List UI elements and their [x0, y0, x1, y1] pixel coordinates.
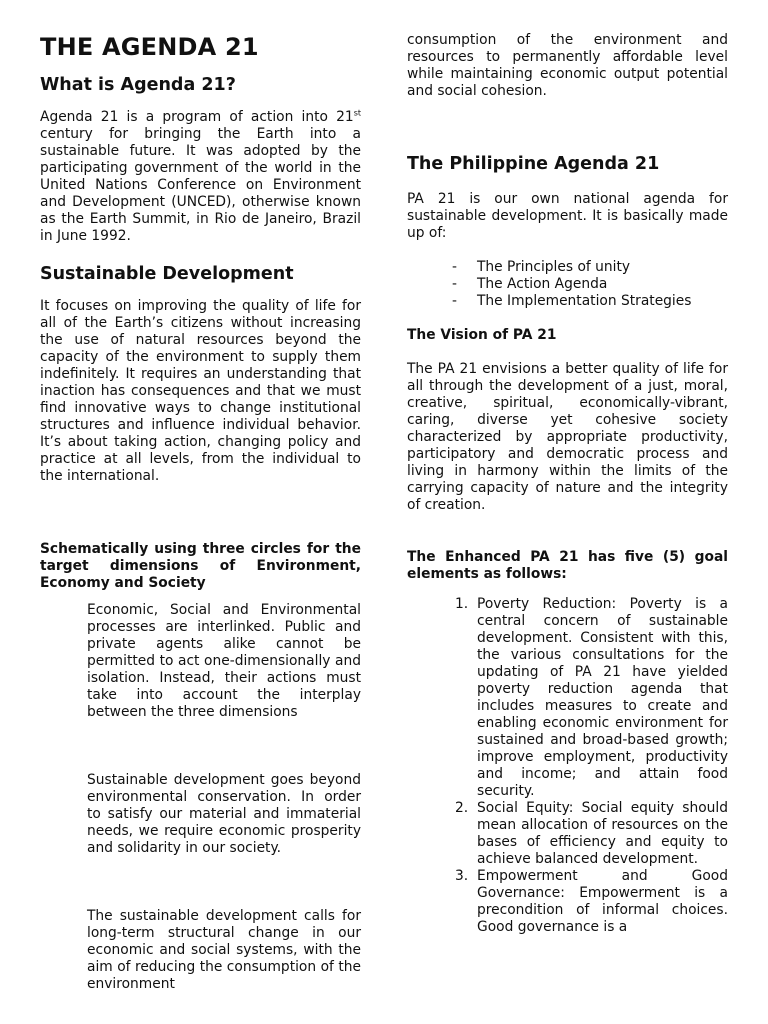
what-is-agenda-paragraph: Agenda 21 is a program of action into 21st century for bringing the Earth into a sustainable future. It was adopted by the participating government of the world in the United Nations Conference on Environment and Development (UNCED), otherwise known as the Earth Summit, in Rio de Janeiro, Brazil in June 1992.: [40, 108, 361, 244]
philippine-agenda-heading: The Philippine Agenda 21: [407, 154, 660, 174]
goals-list: [452, 596, 728, 936]
list-item: - The Implementation Strategies: [452, 293, 692, 309]
list-item: - The Principles of unity: [452, 259, 631, 275]
list-item: - The Action Agenda: [452, 276, 608, 292]
sustainable-development-paragraph: It focuses on improving the quality of life for all of the Earth’s citizens without increasing the use of natural resources beyond the capacity of the environment to supply them indefinitely. It requires an understanding that inaction has consequences and that we must find innovative ways to change institutional structures and influence individual behavior. It’s about taking action, changing policy and practice at all levels, from the individual to the international.: [40, 298, 361, 484]
structural-change-paragraph: The sustainable development calls for long-term structural change in our economic and social systems, with the aim of reducing the consumption of the environment: [87, 908, 361, 992]
vision-heading: The Vision of PA 21: [407, 327, 557, 343]
philippine-agenda-paragraph: PA 21 is our own national agenda for sustainable development. It is basically made up of:: [407, 191, 728, 241]
what-is-agenda-heading: What is Agenda 21?: [40, 75, 236, 95]
list-item: 1. Poverty Reduction: Poverty is a central concern of sustainable development. Consistent with this, the various consultations for the updating of PA 21 have yielded poverty reduction agenda that includes measures to create and enabling economic environment for sustained and broad-based growth; improve employment, productivity and income; and attain food security.: [455, 596, 728, 799]
components-list: [452, 259, 691, 310]
document-title: THE AGENDA 21: [40, 33, 259, 61]
goals-heading: The Enhanced PA 21 has five (5) goal elements as follows:: [407, 549, 728, 582]
beyond-conservation-paragraph: Sustainable development goes beyond environmental conservation. In order to satisfy our material and immaterial needs, we require economic prosperity and solidarity in our society.: [87, 772, 361, 856]
interlinked-paragraph: Economic, Social and Environmental processes are interlinked. Public and private agents alike cannot be permitted to act one-dimensionally and isolation. Instead, their actions must take into account the interplay between the three dimensions: [87, 602, 361, 720]
continued-paragraph: consumption of the environment and resources to permanently affordable level while maintaining economic output potential and social cohesion.: [407, 32, 728, 99]
vision-paragraph: The PA 21 envisions a better quality of life for all through the development of a just, moral, creative, spiritual, economically-vibrant, caring, diverse yet cohesive society characterized by appropriate productivity, participatory and democratic process and living in harmony within the limits of the carrying capacity of nature and the integrity of creation.: [407, 361, 728, 513]
schematic-heading: Schematically using three circles for the target dimensions of Environment, Economy and Society: [40, 541, 361, 591]
sustainable-development-heading: Sustainable Development: [40, 264, 294, 284]
list-item: 2. Social Equity: Social equity should mean allocation of resources on the bases of efficiency and equity to achieve balanced development.: [455, 800, 728, 867]
list-item: 3. Empowerment and Good Governance: Empowerment is a precondition of informal choices. Good governance is a: [455, 868, 728, 935]
